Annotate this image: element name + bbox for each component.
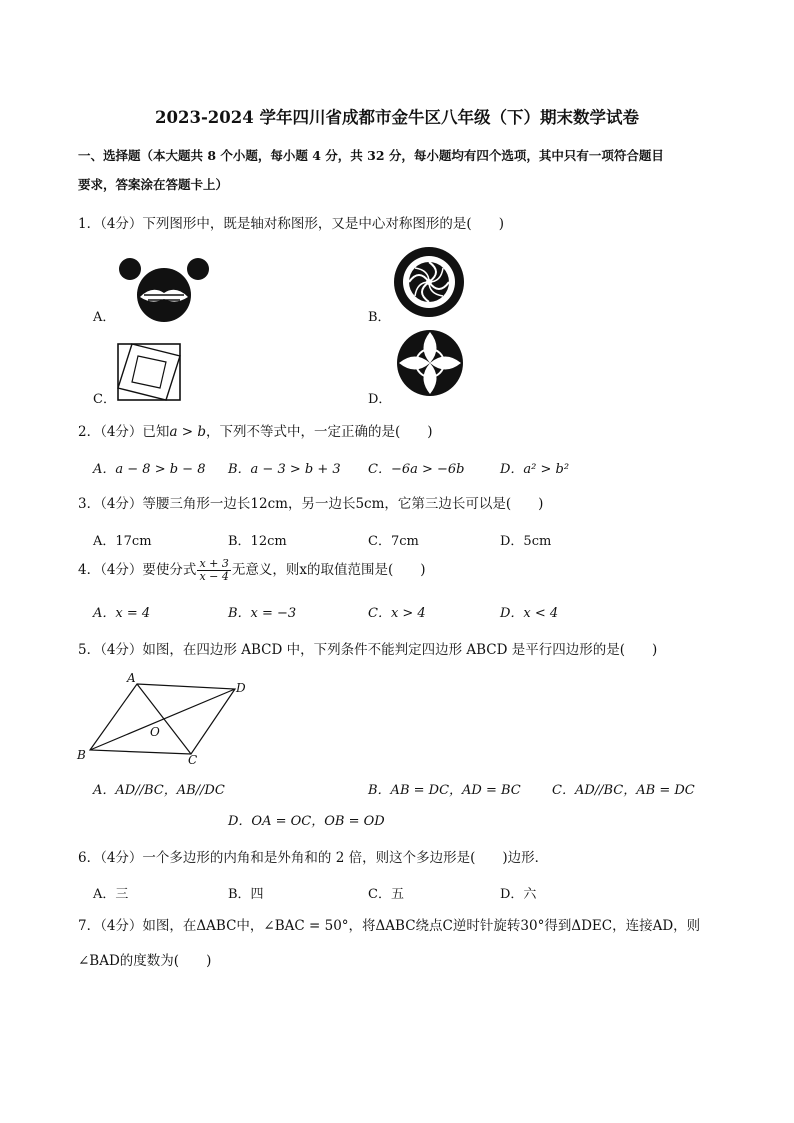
q2-option-d: D．a² > b² bbox=[500, 462, 570, 477]
q6-option-d: D．六 bbox=[500, 887, 537, 902]
question-7-stem-line2: ∠BAD的度数为( ) bbox=[78, 953, 212, 969]
q1-option-a-label: A． bbox=[93, 310, 116, 325]
q5-option-d: D．OA = OC，OB = OD bbox=[228, 814, 385, 829]
question-6-stem: 6．（4分）一个多边形的内角和是外角和的 2 倍，则这个多边形是( )边形． bbox=[78, 850, 549, 866]
q1-figure-b bbox=[393, 246, 465, 318]
question-5-stem: 5．（4分）如图，在四边形 ABCD 中，下列条件不能判定四边形 ABCD 是平行四边形的是( ) bbox=[78, 642, 658, 658]
question-2-stem bbox=[78, 420, 433, 440]
q5-option-c: C．AD//BC，AB = DC bbox=[552, 783, 695, 798]
q4-suffix: 无意义，则x的取值范围是( ) bbox=[231, 562, 426, 578]
q1-figure-a bbox=[118, 255, 210, 323]
section-header-line1: 一、选择题（本大题共 8 个小题，每小题 4 分，共 32 分，每小题均有四个选项，其中只有一项符合题目 bbox=[78, 148, 664, 163]
question-4-stem bbox=[78, 558, 426, 583]
q4-option-b: B．x = −3 bbox=[228, 606, 297, 621]
q1-option-b-label: B． bbox=[368, 310, 391, 325]
q3-option-c: C．7cm bbox=[368, 534, 419, 549]
q1-option-d-label: D． bbox=[368, 392, 392, 407]
q2-prefix: 2．（4分）已知 bbox=[78, 424, 170, 440]
question-3-stem: 3．（4分）等腰三角形一边长12cm，另一边长5cm，它第三边长可以是( ) bbox=[78, 496, 544, 512]
center-label-o: O bbox=[150, 725, 160, 739]
q4-option-c: C．x > 4 bbox=[368, 606, 426, 621]
vertex-label-a: A bbox=[127, 671, 136, 685]
vertex-label-c: C bbox=[188, 753, 198, 767]
q5-option-b: B．AB = DC，AD = BC bbox=[368, 783, 521, 798]
q2-option-a: A．a − 8 > b − 8 bbox=[93, 462, 206, 477]
q4-fraction bbox=[197, 558, 230, 583]
q2-condition: a > b bbox=[169, 424, 207, 440]
q6-option-c: C．五 bbox=[368, 887, 404, 902]
q4-fraction-numerator: x + 3 bbox=[199, 557, 229, 570]
q4-option-a: A．x = 4 bbox=[93, 606, 151, 621]
vertex-label-b: B bbox=[77, 748, 86, 762]
q3-option-a: A．17cm bbox=[93, 534, 152, 549]
q5-option-a: A．AD//BC，AB//DC bbox=[93, 783, 225, 798]
q2-option-c: C．−6a > −6b bbox=[368, 462, 465, 477]
section-header-line2: 要求，答案涂在答题卡上） bbox=[78, 177, 229, 192]
q4-option-d: D．x < 4 bbox=[500, 606, 559, 621]
q1-option-c-label: C． bbox=[93, 392, 116, 407]
q1-figure-c bbox=[116, 342, 184, 404]
q4-fraction-denominator: x − 4 bbox=[199, 570, 229, 583]
q3-option-d: D．5cm bbox=[500, 534, 552, 549]
q5-parallelogram-figure bbox=[72, 668, 262, 770]
vertex-label-d: D bbox=[236, 681, 246, 695]
q6-option-b: B．四 bbox=[228, 887, 264, 902]
q3-option-b: B．12cm bbox=[228, 534, 287, 549]
question-1-stem: 1．（4分）下列图形中，既是轴对称图形，又是中心对称图形的是( ) bbox=[78, 216, 504, 232]
q1-figure-d bbox=[395, 328, 465, 398]
q2-option-b: B．a − 3 > b + 3 bbox=[228, 462, 341, 477]
question-7-stem-line1: 7．（4分）如图，在ΔABC中，∠BAC = 50°，将ΔABC绕点C逆时针旋转30°得到ΔDEC，连接AD，则 bbox=[78, 918, 701, 934]
q6-option-a: A．三 bbox=[93, 887, 129, 902]
page-title: 2023-2024 学年四川省成都市金牛区八年级（下）期末数学试卷 bbox=[155, 108, 639, 127]
q2-suffix: ，下列不等式中，一定正确的是( ) bbox=[206, 424, 433, 440]
q4-prefix: 4．（4分）要使分式 bbox=[78, 562, 197, 578]
